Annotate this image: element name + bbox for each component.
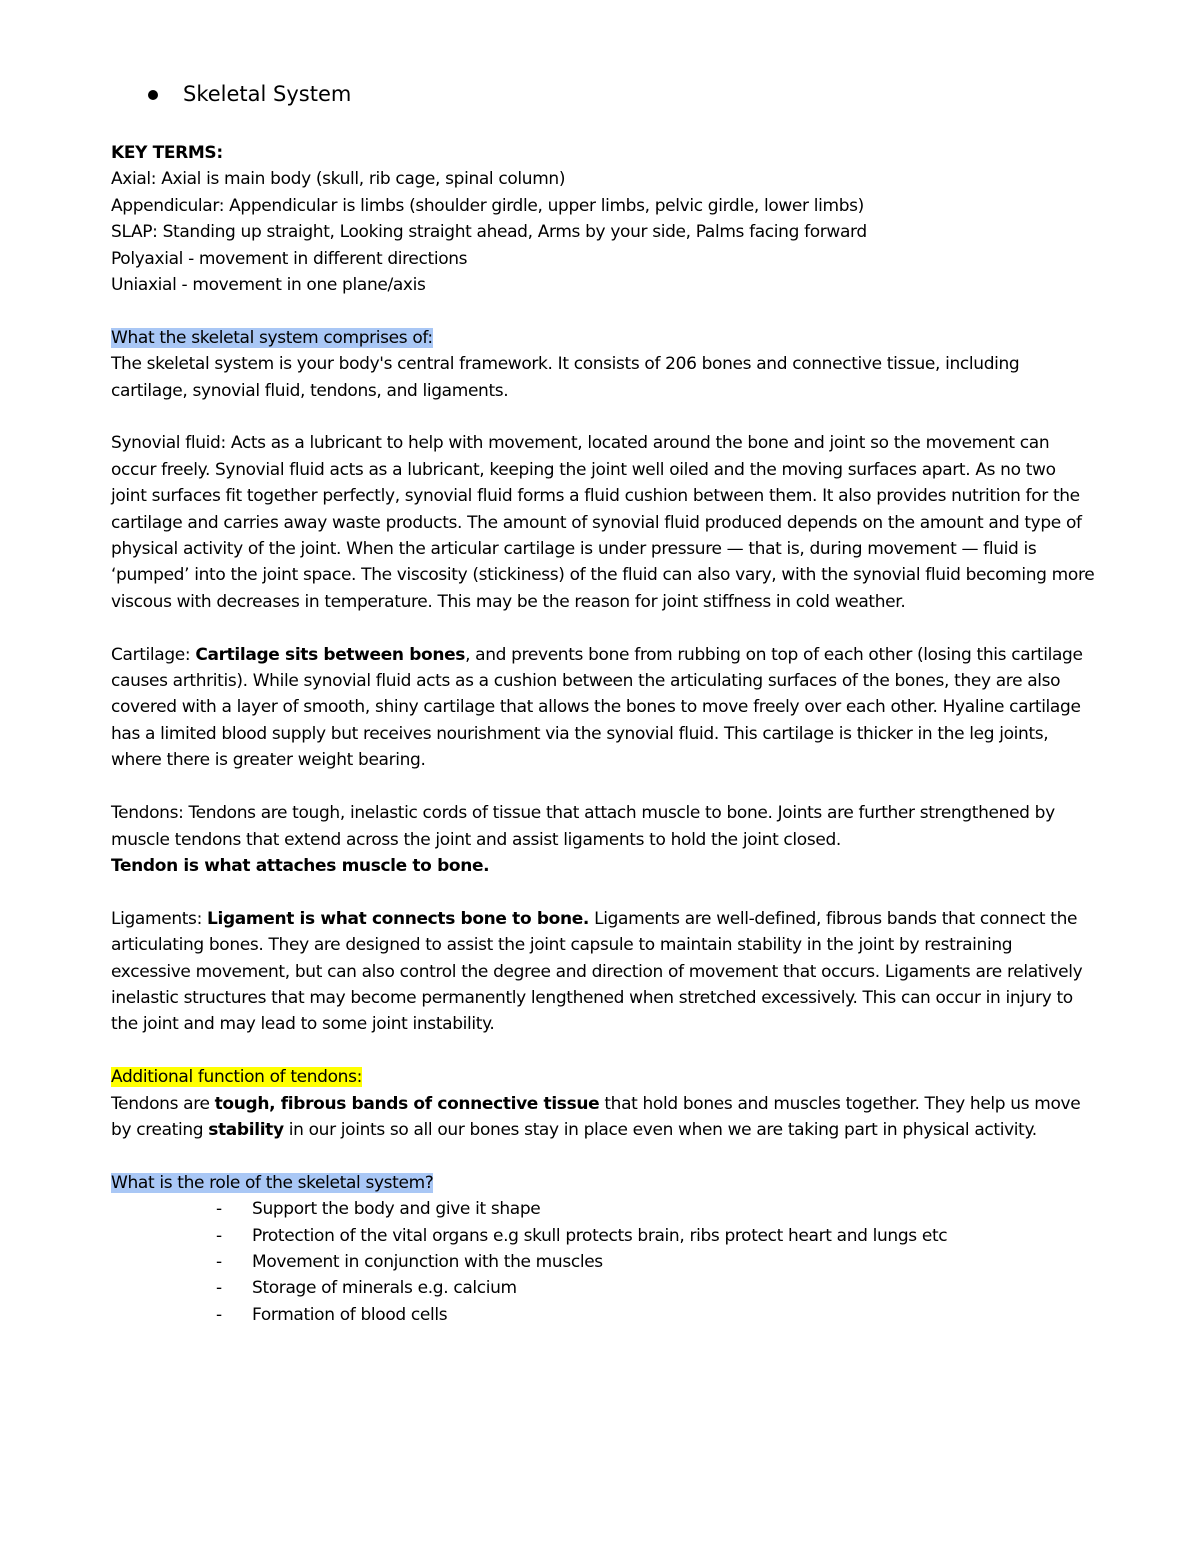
key-term-slap: SLAP: Standing up straight, Looking straight ahead, Arms by your side, Palms facing forward [111, 222, 867, 243]
list-item: - Formation of blood cells [216, 1304, 448, 1325]
bullet-icon [148, 90, 158, 100]
list-item: - Movement in conjunction with the muscles [216, 1251, 603, 1272]
role-list [111, 1196, 1096, 1328]
tendons-bold-line: Tendon is what attaches muscle to bone. [111, 855, 490, 876]
key-term-uniaxial: Uniaxial - movement in one plane/axis [111, 275, 426, 296]
key-term-polyaxial: Polyaxial - movement in different directions [111, 248, 468, 269]
tendons-paragraph: Tendons: Tendons are tough, inelastic cords of tissue that attach muscle to bone. Joints are further strengthened by muscle tendons that extend across the joint and assist ligaments to hold the joint closed. [111, 803, 1055, 850]
document-body [111, 140, 1096, 1328]
list-item: - Storage of minerals e.g. calcium [216, 1278, 517, 1299]
list-item: - Support the body and give it shape [216, 1199, 541, 1220]
section-heading [148, 80, 351, 108]
ligaments-paragraph: Ligaments: Ligament is what connects bone to bone. Ligaments are well-defined, fibrous bands that connect the articulating bones. They are designed to assist the joint capsule to maintain stability in the joint by restraining excessive movement, but can also control the degree and direction of movement that occurs. Ligaments are relatively inelastic structures that may become permanently lengthened when stretched excessively. This can occur in injury to the joint and may lead to some joint instability. [111, 908, 1083, 1035]
list-item: - Protection of the vital organs e.g skull protects brain, ribs protect heart and lungs etc [216, 1225, 948, 1246]
additional-paragraph: Tendons are tough, fibrous bands of connective tissue that hold bones and muscles together. They help us move by creating stability in our joints so all our bones stay in place even when we are taking part in physical activity. [111, 1093, 1081, 1140]
comprises-text: The skeletal system is your body's central framework. It consists of 206 bones and connective tissue, including cartilage, synovial fluid, tendons, and ligaments. [111, 354, 1020, 401]
key-terms-title: KEY TERMS: [111, 143, 223, 163]
comprises-heading: What the skeletal system comprises of: [111, 327, 433, 348]
cartilage-paragraph: Cartilage: Cartilage sits between bones, and prevents bone from rubbing on top of each other (losing this cartilage causes arthritis). While synovial fluid acts as a cushion between the articulating surfaces of the bones, they are also covered with a layer of smooth, shiny cartilage that allows the bones to move freely over each other. Hyaline cartilage has a limited blood supply but receives nourishment via the synovial fluid. This cartilage is thicker in the leg joints, where there is greater weight bearing. [111, 644, 1083, 771]
key-term-axial: Axial: Axial is main body (skull, rib cage, spinal column) [111, 169, 566, 190]
synovial-paragraph: Synovial fluid: Acts as a lubricant to help with movement, located around the bone and joint so the movement can occur freely. Synovial fluid acts as a lubricant, keeping the joint well oiled and the moving surfaces apart. As no two joint surfaces fit together perfectly, synovial fluid forms a fluid cushion between them. It also provides nutrition for the cartilage and carries away waste products. The amount of synovial fluid produced depends on the amount and type of physical activity of the joint. When the articular cartilage is under pressure — that is, during movement — fluid is ‘pumped’ into the joint space. The viscosity (stickiness) of the fluid can also vary, with the synovial fluid becoming more viscous with decreases in temperature. This may be the reason for joint stiffness in cold weather. [111, 433, 1095, 612]
key-term-appendicular: Appendicular: Appendicular is limbs (shoulder girdle, upper limbs, pelvic girdle, lower limbs) [111, 195, 864, 216]
role-heading: What is the role of the skeletal system? [111, 1172, 434, 1193]
heading-text: Skeletal System [183, 82, 352, 106]
additional-heading: Additional function of tendons: [111, 1067, 362, 1088]
